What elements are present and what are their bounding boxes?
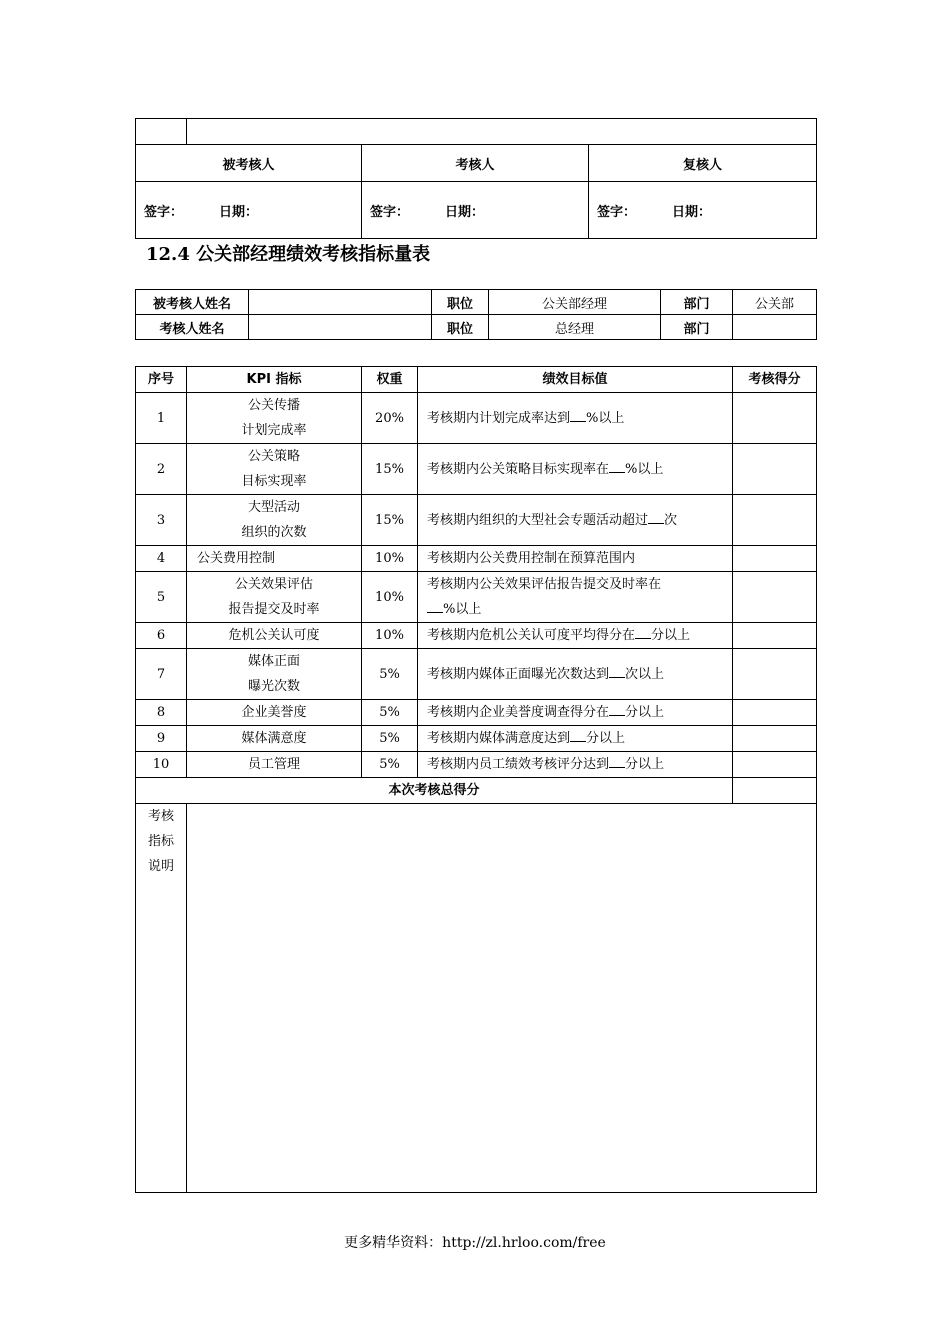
- weight-cell: 15%: [362, 444, 418, 495]
- notes-label-line: 说明: [147, 859, 174, 874]
- score-cell[interactable]: [733, 752, 817, 778]
- target-text: %以上: [443, 602, 482, 617]
- kpi-cell: 公关费用控制: [187, 546, 362, 572]
- position-label: 职位: [432, 290, 489, 315]
- appraiser-position-value: 总经理: [489, 315, 661, 340]
- target-text: 分以上: [651, 628, 691, 643]
- kpi-cell: 企业美誉度: [187, 700, 362, 726]
- target-cell: [418, 572, 733, 623]
- total-score-label: 本次考核总得分: [136, 778, 733, 804]
- score-header: 考核得分: [733, 367, 817, 393]
- notes-label-line: 考核: [147, 809, 174, 824]
- date-label: 日期：: [445, 204, 485, 220]
- target-cell: [418, 752, 733, 778]
- appraiser-name-label: 考核人姓名: [136, 315, 249, 340]
- signature-table: [135, 118, 817, 239]
- seq-cell: 6: [136, 623, 187, 649]
- target-cell: [418, 495, 733, 546]
- kpi-line: 计划完成率: [241, 423, 307, 438]
- target-text: 考核期内媒体满意度达到: [427, 731, 571, 746]
- weight-header: 权重: [362, 367, 418, 393]
- seq-cell: 9: [136, 726, 187, 752]
- notes-label-line: 指标: [147, 834, 174, 849]
- kpi-cell: 媒体满意度: [187, 726, 362, 752]
- score-cell[interactable]: [733, 649, 817, 700]
- table-row: [136, 726, 817, 752]
- weight-cell: 5%: [362, 649, 418, 700]
- sign-label: 签字：: [370, 204, 410, 220]
- department-label: 部门: [661, 315, 733, 340]
- blank-underline[interactable]: [635, 624, 651, 639]
- table-row: [136, 623, 817, 649]
- kpi-cell: [187, 444, 362, 495]
- target-text: 次: [664, 512, 678, 528]
- appraisee-department-value: 公关部: [733, 290, 817, 315]
- seq-header: 序号: [136, 367, 187, 393]
- blank-cell: [136, 119, 187, 145]
- kpi-cell: 危机公关认可度: [187, 623, 362, 649]
- score-cell[interactable]: [733, 495, 817, 546]
- table-row: [136, 444, 817, 495]
- footer-link[interactable]: 更多精华资料：http://zl.hrloo.com/free: [344, 1235, 606, 1251]
- table-row: [136, 649, 817, 700]
- score-cell[interactable]: [733, 572, 817, 623]
- target-text: %以上: [625, 461, 664, 477]
- kpi-cell: [187, 495, 362, 546]
- seq-cell: 8: [136, 700, 187, 726]
- notes-field[interactable]: [187, 804, 817, 1193]
- sign-label: 签字：: [597, 204, 637, 220]
- appraisee-position-value: 公关部经理: [489, 290, 661, 315]
- target-cell: [418, 623, 733, 649]
- section-title: 12.4 公关部经理绩效考核指标量表: [146, 244, 431, 265]
- target-text: 考核期内计划完成率达到: [427, 410, 571, 426]
- weight-cell: 20%: [362, 393, 418, 444]
- seq-cell: 2: [136, 444, 187, 495]
- target-cell: [418, 726, 733, 752]
- score-cell[interactable]: [733, 393, 817, 444]
- weight-cell: 5%: [362, 700, 418, 726]
- appraisee-name-label: 被考核人姓名: [136, 290, 249, 315]
- total-score-cell[interactable]: [733, 778, 817, 804]
- weight-cell: 5%: [362, 726, 418, 752]
- target-text: 分以上: [586, 731, 626, 746]
- appraisee-name-field[interactable]: [249, 290, 432, 315]
- target-text: 分以上: [625, 705, 665, 720]
- score-cell[interactable]: [733, 444, 817, 495]
- seq-cell: 4: [136, 546, 187, 572]
- target-cell: [418, 649, 733, 700]
- table-row: [136, 572, 817, 623]
- reviewer-header: 复核人: [589, 145, 817, 182]
- score-cell[interactable]: [733, 623, 817, 649]
- table-row: [136, 393, 817, 444]
- target-text: 考核期内危机公关认可度平均得分在: [427, 628, 636, 643]
- appraiser-header: 考核人: [362, 145, 589, 182]
- target-text: %以上: [586, 410, 625, 426]
- appraisee-sign-cell[interactable]: [136, 182, 362, 239]
- seq-cell: 7: [136, 649, 187, 700]
- date-label: 日期：: [219, 204, 259, 220]
- blank-underline[interactable]: [609, 701, 625, 716]
- blank-underline[interactable]: [609, 753, 625, 768]
- kpi-line: 组织的次数: [241, 525, 307, 540]
- kpi-cell: [187, 649, 362, 700]
- position-label: 职位: [432, 315, 489, 340]
- kpi-table: [135, 366, 817, 1193]
- blank-underline[interactable]: [570, 727, 586, 742]
- blank-underline[interactable]: [570, 407, 586, 422]
- weight-cell: 15%: [362, 495, 418, 546]
- kpi-line: 公关传播: [247, 398, 300, 413]
- reviewer-sign-cell[interactable]: [589, 182, 817, 239]
- target-text: 次以上: [625, 666, 665, 682]
- weight-cell: 10%: [362, 572, 418, 623]
- target-cell: [418, 393, 733, 444]
- table-row: [136, 495, 817, 546]
- target-text: 考核期内员工绩效考核评分达到: [427, 757, 610, 772]
- notes-label: [136, 804, 187, 1193]
- table-row: [136, 752, 817, 778]
- weight-cell: 5%: [362, 752, 418, 778]
- blank-underline[interactable]: [427, 598, 443, 613]
- appraiser-name-field[interactable]: [249, 315, 432, 340]
- appraiser-sign-cell[interactable]: [362, 182, 589, 239]
- kpi-line: 公关策略: [247, 449, 300, 464]
- kpi-line: 目标实现率: [241, 474, 307, 489]
- target-cell: 考核期内公关费用控制在预算范围内: [418, 546, 733, 572]
- blank-underline[interactable]: [609, 663, 625, 678]
- seq-cell: 10: [136, 752, 187, 778]
- kpi-header: KPI 指标: [187, 367, 362, 393]
- appraiser-department-field[interactable]: [733, 315, 817, 340]
- blank-cell: [187, 119, 817, 145]
- kpi-cell: [187, 393, 362, 444]
- department-label: 部门: [661, 290, 733, 315]
- kpi-line: 曝光次数: [247, 679, 300, 694]
- kpi-line: 报告提交及时率: [228, 602, 320, 617]
- blank-underline[interactable]: [609, 458, 625, 473]
- table-row: [136, 546, 817, 572]
- seq-cell: 3: [136, 495, 187, 546]
- target-cell: [418, 700, 733, 726]
- target-cell: [418, 444, 733, 495]
- table-row: [136, 700, 817, 726]
- kpi-cell: [187, 572, 362, 623]
- seq-cell: 5: [136, 572, 187, 623]
- kpi-line: 媒体正面: [247, 654, 300, 669]
- score-cell[interactable]: [733, 700, 817, 726]
- score-cell[interactable]: [733, 546, 817, 572]
- weight-cell: 10%: [362, 546, 418, 572]
- notes-row: [136, 804, 817, 1193]
- total-row: [136, 778, 817, 804]
- weight-cell: 10%: [362, 623, 418, 649]
- target-text: 分以上: [625, 757, 665, 772]
- target-text: 考核期内企业美誉度调查得分在: [427, 705, 610, 720]
- kpi-line: 大型活动: [247, 500, 300, 515]
- target-text: 考核期内组织的大型社会专题活动超过: [427, 512, 649, 528]
- info-table: [135, 289, 817, 340]
- target-text: 考核期内媒体正面曝光次数达到: [427, 666, 610, 682]
- sign-label: 签字：: [144, 204, 184, 220]
- appraisee-header: 被考核人: [136, 145, 362, 182]
- target-text: 考核期内公关策略目标实现率在: [427, 461, 610, 477]
- target-text: 考核期内公关效果评估报告提交及时率在: [427, 577, 662, 592]
- target-header: 绩效目标值: [418, 367, 733, 393]
- kpi-cell: 员工管理: [187, 752, 362, 778]
- date-label: 日期：: [672, 204, 712, 220]
- score-cell[interactable]: [733, 726, 817, 752]
- kpi-line: 公关效果评估: [234, 577, 313, 592]
- seq-cell: 1: [136, 393, 187, 444]
- blank-underline[interactable]: [648, 509, 664, 524]
